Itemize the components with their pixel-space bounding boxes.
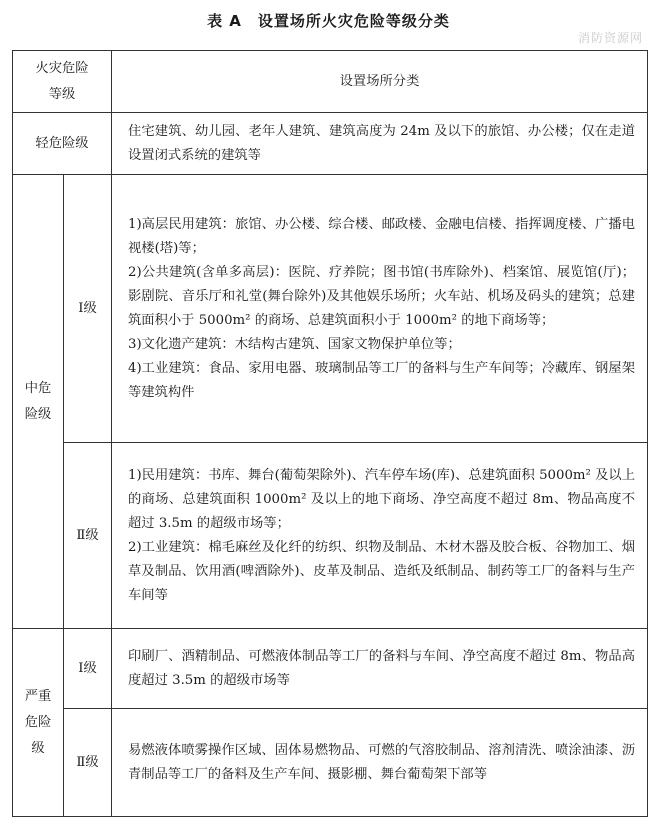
light-places: 住宅建筑、幼儿园、老年人建筑、建筑高度为 24m 及以下的旅馆、办公楼；仅在走道设置闭式系统的建筑等 [112, 113, 648, 175]
severe-1-places: 印刷厂、酒精制品、可燃液体制品等工厂的备料与车间、净空高度不超过 8m、物品高度超过 3.5m 的超级市场等 [112, 629, 648, 709]
level-light: 轻危险级 [13, 113, 112, 175]
medium-1-item-1: 1)高层民用建筑：旅馆、办公楼、综合楼、邮政楼、金融电信楼、指挥调度楼、广播电视楼(塔)等； [128, 216, 635, 256]
level-medium-text: 中危险级 [24, 380, 52, 422]
level-medium [13, 175, 64, 629]
table-row-light [13, 113, 648, 175]
table-row-medium-1 [13, 175, 648, 443]
medium-1-places [112, 175, 648, 443]
table-row-severe-2 [13, 709, 648, 817]
medium-1-item-4: 4)工业建筑：食品、家用电器、玻璃制品等工厂的备料与生产车间等；冷藏库、钢屋架等建筑构件 [128, 360, 635, 400]
medium-2-item-2: 2)工业建筑：棉毛麻丝及化纤的纺织、织物及制品、木材木器及胶合板、谷物加工、烟草及制品、饮用酒(啤酒除外)、皮革及制品、造纸及纸制品、制药等工厂的备料与生产车间等 [128, 539, 635, 603]
grade-severe-2: Ⅱ级 [64, 709, 112, 817]
grade-severe-1: Ⅰ级 [64, 629, 112, 709]
header-place-classification: 设置场所分类 [112, 51, 648, 113]
medium-2-item-1: 1)民用建筑：书库、舞台(葡萄架除外)、汽车停车场(库)、总建筑面积 5000m² 及以上的商场、总建筑面积 1000m² 及以上的地下商场、净空高度不超过 8m、物品高度不超过 3.5m 的超级市场等； [128, 467, 635, 531]
medium-2-places [112, 443, 648, 629]
table-row-severe-1 [13, 629, 648, 709]
grade-medium-2: Ⅱ级 [64, 443, 112, 629]
header-hazard-level-text: 火灾危险 等级 [35, 60, 89, 102]
severe-2-places: 易燃液体喷雾操作区域、固体易燃物品、可燃的气溶胶制品、溶剂清洗、喷涂油漆、沥青制品等工厂的备料及生产车间、摄影棚、舞台葡萄架下部等 [112, 709, 648, 817]
table-row-medium-2 [13, 443, 648, 629]
medium-1-item-3: 3)文化遗产建筑：木结构古建筑、国家文物保护单位等； [128, 336, 461, 352]
grade-medium-1: Ⅰ级 [64, 175, 112, 443]
level-severe-text: 严重危险级 [24, 688, 52, 756]
table-header-row [13, 51, 648, 113]
table-title: 表 A 设置场所火灾危险等级分类 [207, 12, 450, 30]
level-severe [13, 629, 64, 817]
fire-hazard-table [12, 50, 648, 817]
header-hazard-level [13, 51, 112, 113]
medium-1-item-2: 2)公共建筑(含单多高层)：医院、疗养院；图书馆(书库除外)、档案馆、展览馆(厅)；影剧院、音乐厅和礼堂(舞台除外)及其他娱乐场所；火车站、机场及码头的建筑；总建筑面积小于 5000m² 的商场、总建筑面积小于 1000m² 的地下商场等； [128, 264, 635, 328]
watermark: 消防资源网 [577, 31, 643, 45]
